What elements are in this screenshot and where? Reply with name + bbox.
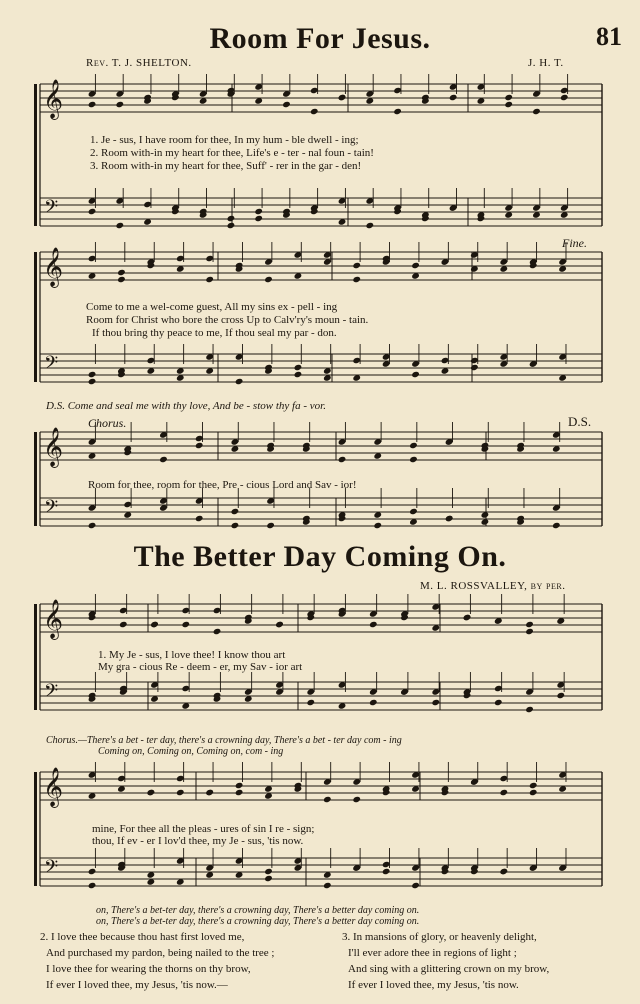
hymn2-chorus-echo-line: Coming on, Coming on, Coming on, com - ing	[98, 746, 284, 757]
note-head	[205, 789, 214, 796]
hymn2-verse2-line: mine, For thee all the pleas - ures of sin I re - sign;	[92, 823, 315, 835]
hymn2-composer: M. L. ROSSVALLEY, by per.	[420, 580, 566, 592]
note-head	[529, 782, 538, 789]
note-head	[181, 621, 190, 628]
note-head	[449, 94, 458, 101]
note-head	[310, 108, 319, 115]
hymn2-chorus2b-line: on, There's a bet-ter day, there's a crowning day, There's a better day coming on.	[96, 916, 420, 927]
ds-marking: D.S.	[568, 414, 592, 429]
note-head	[231, 522, 240, 529]
note-head	[323, 882, 332, 889]
system-brace	[34, 604, 37, 710]
hymn2-title: The Better Day Coming On.	[133, 540, 507, 573]
note-head	[150, 621, 159, 628]
note-head	[147, 789, 156, 796]
note-head	[235, 782, 244, 789]
note-head	[373, 522, 382, 529]
note-head	[409, 508, 418, 515]
hymn1-author: Rev. T. J. SHELTON.	[86, 57, 192, 69]
hymn2-chorus2-line: on, There's a bet-ter day, there's a crowning day, There's a better day coming on.	[96, 905, 420, 916]
treble-clef: 𝄞	[43, 247, 64, 287]
note-head	[431, 699, 440, 706]
note-head	[294, 364, 303, 371]
treble-clef: 𝄞	[43, 79, 64, 119]
treble-clef: 𝄞	[43, 767, 64, 807]
hymn1-verse3-line: 3. Room with-in my heart for thee, Suff' - rer in the gar - den!	[90, 160, 362, 172]
note-head	[366, 222, 375, 229]
note-head	[88, 882, 97, 889]
note-head	[266, 522, 275, 529]
note-head	[382, 868, 391, 875]
note-head	[556, 692, 565, 699]
system-brace	[34, 772, 37, 886]
note-head	[411, 371, 420, 378]
note-head	[323, 796, 332, 803]
fine-marking: Fine.	[562, 236, 587, 250]
note-head	[264, 868, 273, 875]
note-head	[88, 522, 97, 529]
bass-clef: 𝄢	[44, 353, 59, 378]
note-head	[195, 442, 204, 449]
note-head	[409, 456, 418, 463]
note-head	[254, 215, 263, 222]
note-head	[393, 108, 402, 115]
note-head	[275, 621, 284, 628]
note-head	[529, 789, 538, 796]
note-head	[463, 614, 472, 621]
bass-clef: 𝄢	[44, 681, 59, 706]
note-head	[504, 94, 513, 101]
note-head	[369, 699, 378, 706]
stanza-3-line: And sing with a glittering crown on my brow,	[348, 963, 550, 975]
bass-clef: 𝄢	[44, 197, 59, 222]
stanza-2-line: And purchased my pardon, being nailed to the tree ;	[46, 947, 275, 959]
hymn2-verse1b-line: My gra - cious Re - deem - er, my Sav - ior art	[98, 661, 303, 673]
note-head	[494, 699, 503, 706]
hymn1-verse3-line2: If thou bring thy peace to me, If thou seal my par - don.	[92, 327, 337, 339]
chorus-lyric-line: Room for thee, room for thee, Pre - cious Lord and Sav - ior!	[88, 479, 357, 491]
ds-lyric-line: D.S. Come and seal me with thy love, And be - stow thy fa - vor.	[46, 400, 326, 412]
note-head	[369, 621, 378, 628]
note-head	[338, 456, 347, 463]
note-head	[409, 442, 418, 449]
stanza-3-line: I'll ever adore thee in regions of light ;	[348, 947, 517, 959]
note-head	[213, 628, 222, 635]
note-head	[205, 276, 214, 283]
note-head	[352, 262, 361, 269]
note-head	[499, 789, 508, 796]
note-head	[88, 208, 97, 215]
note-head	[552, 522, 561, 529]
note-head	[231, 508, 240, 515]
hymn2-verse1-line: 1. My Je - sus, I love thee! I know thou art	[98, 649, 286, 661]
stanza-2-line: If ever I loved thee, my Jesus, 'tis now.—	[46, 979, 228, 991]
stanza-3-line: If ever I loved thee, my Jesus, 'tis now.	[348, 979, 519, 991]
note-head	[195, 515, 204, 522]
bass-clef: 𝄢	[44, 857, 59, 882]
note-head	[235, 789, 244, 796]
system-brace	[34, 432, 37, 526]
note-head	[88, 378, 97, 385]
note-head	[411, 882, 420, 889]
note-head	[470, 364, 479, 371]
note-head	[254, 208, 263, 215]
page-number: 81	[596, 22, 622, 51]
note-head	[117, 276, 126, 283]
treble-clef: 𝄞	[43, 599, 64, 639]
note-head	[306, 699, 315, 706]
stanza-3-line: 3. In mansions of glory, or heavenly delight,	[342, 931, 537, 943]
note-head	[88, 868, 97, 875]
note-head	[264, 276, 273, 283]
system-brace	[34, 252, 37, 382]
note-head	[525, 621, 534, 628]
note-head	[525, 706, 534, 713]
hymn1-verse1-line2: Come to me a wel-come guest, All my sins ex - pell - ing	[86, 301, 338, 313]
stanza-3	[342, 929, 549, 993]
hymn2-verse2b-line: thou, If ev - er I lov'd thee, my Je - sus, 'tis now.	[92, 835, 304, 847]
hymn2-chorus-line: Chorus.—There's a bet - ter day, there's a crowning day, There's a bet - ter day com - ing	[46, 735, 402, 746]
stanza-2	[40, 929, 275, 993]
note-head	[532, 108, 541, 115]
note-head	[499, 868, 508, 875]
note-head	[294, 371, 303, 378]
note-head	[117, 269, 126, 276]
note-head	[88, 371, 97, 378]
treble-clef: 𝄞	[43, 427, 64, 467]
note-head	[119, 621, 128, 628]
note-head	[88, 101, 97, 108]
hymn1-composer: J. H. T.	[528, 57, 564, 69]
note-head	[560, 94, 569, 101]
stanza-2-line: 2. I love thee because thou hast first loved me,	[40, 931, 245, 943]
note-head	[338, 94, 347, 101]
system-brace	[34, 84, 37, 226]
hymn1-verse2-line2: Room for Christ who bore the cross Up to Calv'ry's moun - tain.	[86, 314, 369, 326]
note-head	[159, 456, 168, 463]
note-head	[411, 262, 420, 269]
bass-clef: 𝄢	[44, 497, 59, 522]
note-head	[227, 222, 236, 229]
note-head	[235, 378, 244, 385]
note-head	[282, 101, 291, 108]
note-head	[116, 222, 125, 229]
stanza-2-line: I love thee for wearing the thorns on thy brow,	[46, 963, 251, 975]
note-head	[352, 796, 361, 803]
note-head	[504, 101, 513, 108]
note-head	[116, 101, 125, 108]
note-head	[352, 276, 361, 283]
note-head	[525, 628, 534, 635]
note-head	[176, 789, 185, 796]
note-head	[227, 215, 236, 222]
hymn1-title: Room For Jesus.	[209, 22, 431, 55]
note-head	[445, 515, 454, 522]
chorus-label: Chorus.	[88, 416, 127, 430]
hymn1-verse1-line: 1. Je - sus, I have room for thee, In my hum - ble dwell - ing;	[90, 134, 359, 146]
note-head	[264, 875, 273, 882]
hymn1-verse2-line: 2. Room with-in my heart for thee, Life's e - ter - nal foun - tain!	[90, 147, 374, 159]
